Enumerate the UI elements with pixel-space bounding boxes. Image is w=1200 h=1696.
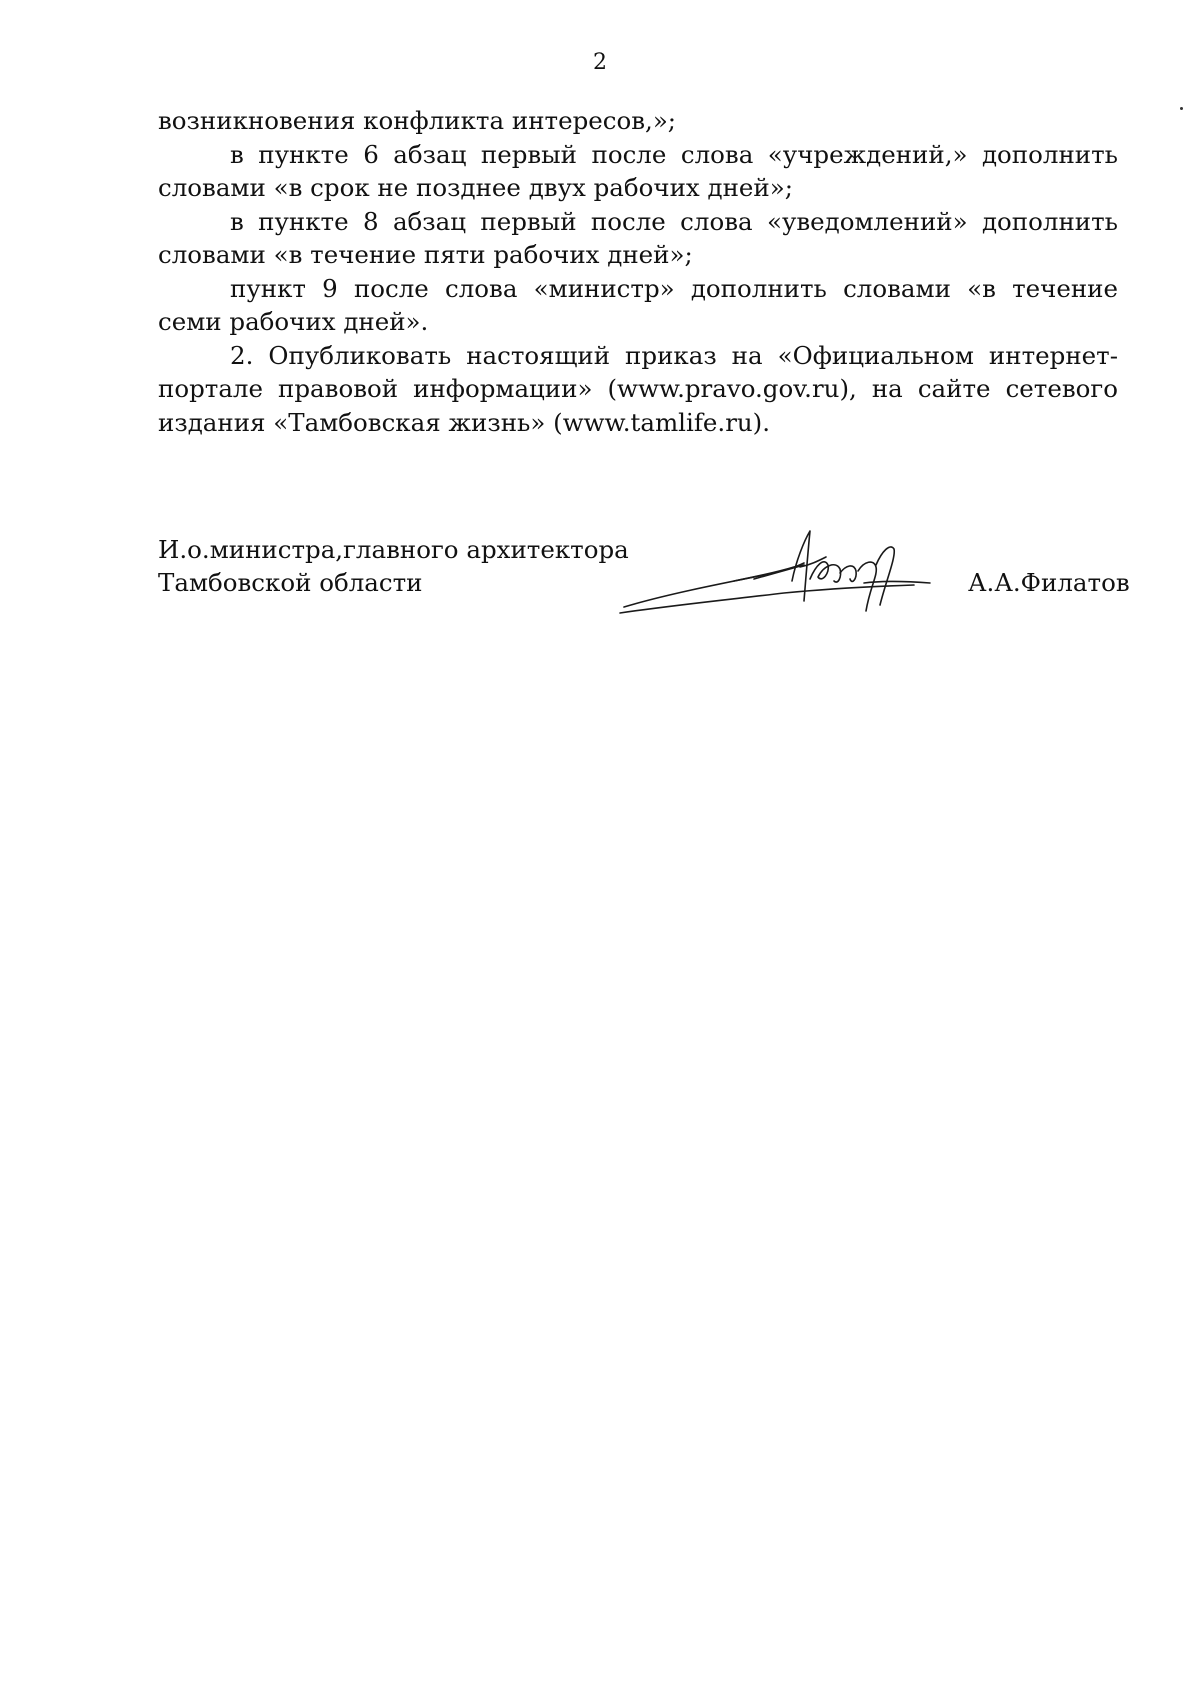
handwritten-signature	[614, 521, 934, 631]
signature-block	[158, 533, 1130, 633]
paragraph-item-8: в пункте 8 абзац первый после слова «уведомлений» дополнить словами «в течение пяти рабочих дней»;	[158, 206, 1118, 269]
signer-name: А.А.Филатов	[968, 568, 1130, 597]
paragraph-item-9: пункт 9 после слова «министр» дополнить словами «в течение семи рабочих дней».	[158, 273, 1118, 336]
page-number: 2	[593, 50, 607, 75]
document-body	[158, 104, 1118, 439]
signer-title	[158, 533, 629, 599]
paragraph-publish: 2. Опубликовать настоящий приказ на «Официальном интернет-портале правовой информации» (www.pravo.gov.ru), на сайте сетевого издания «Тамбовская жизнь» (www.tamlife.ru).	[158, 340, 1118, 437]
signer-title-line-2: Тамбовской области	[158, 568, 423, 597]
paragraph-continuation: возникновения конфликта интересов,»;	[158, 106, 677, 135]
signer-title-line-1: И.о.министра,главного архитектора	[158, 535, 629, 564]
scan-speck	[1180, 107, 1183, 110]
paragraph-item-6: в пункте 6 абзац первый после слова «учреждений,» дополнить словами «в срок не позднее двух рабочих дней»;	[158, 139, 1118, 202]
